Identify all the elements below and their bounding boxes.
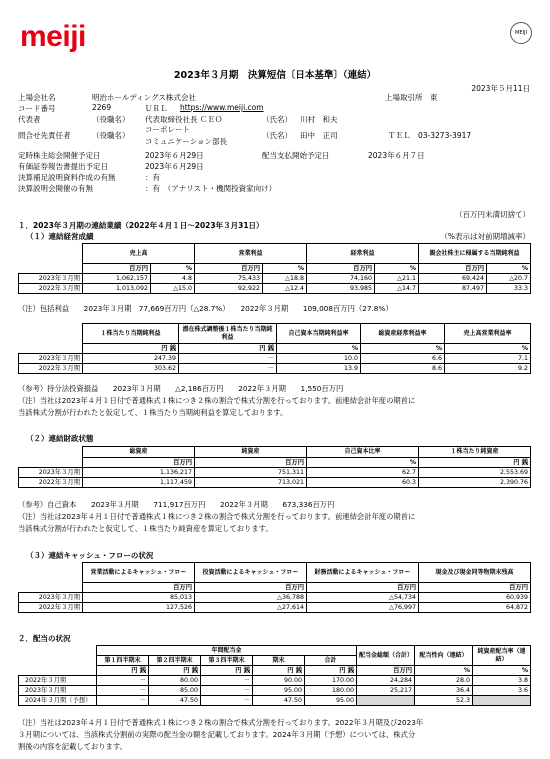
table-row: [19, 696, 531, 706]
unit-cell: %: [361, 344, 445, 354]
table-cell: 247.39: [83, 354, 179, 364]
row-label: 2023年３月期: [19, 274, 83, 284]
rounding-note: （百万円未満切捨て）: [455, 210, 530, 219]
unit-cell: %: [263, 264, 307, 274]
table-cell: 4.8: [151, 274, 195, 284]
unit-cell: 百万円: [419, 264, 487, 274]
meiji-logo: meiji: [20, 20, 86, 53]
company-url[interactable]: https://www.meiji.com: [180, 103, 264, 112]
contact-role-label: （役職名）: [92, 131, 130, 140]
table-cell: 2,553.69: [419, 468, 531, 478]
table-row: [19, 284, 531, 294]
unit-cell: 円 銭: [149, 666, 201, 676]
table-cell: △14.7: [375, 284, 419, 294]
unit-cell: 円 銭: [305, 666, 357, 676]
per-share-table: [18, 323, 531, 374]
table-cell: 170.00: [305, 676, 357, 686]
table-cell: 47.50: [149, 696, 201, 706]
dividends-table: [18, 645, 531, 706]
col-equity-ratio: 自己資本比率: [307, 447, 419, 458]
split-note-1b: 当該株式分割が行われたと仮定して、１株当たり当期純利益を算定しております。: [18, 408, 288, 417]
code-number: 2269: [92, 103, 112, 112]
table-row: [19, 274, 531, 284]
unit-cell: 円 銭: [253, 666, 305, 676]
table-row: [19, 676, 531, 686]
contact-role-1: コーポレート: [145, 125, 190, 134]
table-cell: 74,160: [307, 274, 375, 284]
unit-cell: 百万円: [307, 583, 419, 593]
table-row: [19, 468, 531, 478]
table-cell: 90.00: [253, 676, 305, 686]
col-total-dividend: 配当金総額（合計）: [357, 646, 415, 666]
table-row: [19, 478, 531, 488]
table-cell: 95.00: [253, 686, 305, 696]
briefing-label: 決算説明会開催の有無: [18, 184, 93, 193]
table-cell: [357, 696, 415, 706]
table-cell: 47.50: [253, 696, 305, 706]
table-cell: －: [97, 676, 149, 686]
table-cell: 24,284: [357, 676, 415, 686]
row-label: 2022年３月期: [19, 603, 83, 613]
unit-cell: %: [307, 458, 419, 468]
row-label: 2023年３月期: [19, 593, 83, 603]
rep-name: 川村 和夫: [300, 115, 338, 124]
stock-exchange: 上場取引所 東: [385, 93, 438, 102]
table-cell: 36.4: [415, 686, 473, 696]
col-operating-profit: 営業利益: [195, 244, 307, 264]
representative-label: 代表者: [18, 115, 41, 124]
col-q2: 第２四半期末: [149, 656, 201, 666]
section-2-heading: ２．配当の状況: [18, 634, 71, 643]
table-cell: △12.4: [263, 284, 307, 294]
table-cell: 80.00: [149, 676, 201, 686]
row-label: 2022年３月期: [19, 676, 97, 686]
table-cell: 62.7: [307, 468, 419, 478]
table-cell: △20.7: [487, 274, 531, 284]
table-cell: 25,217: [357, 686, 415, 696]
unit-cell: 百万円: [357, 666, 415, 676]
release-date: 2023年５月11日: [471, 84, 530, 93]
table-cell: 75,433: [195, 274, 263, 284]
rep-role-label: （役職名）: [92, 115, 130, 124]
supplement-label: 決算補足説明資料作成の有無: [18, 173, 116, 182]
col-doe: 純資産配当率（連結）: [473, 646, 531, 666]
company-name-label: 上場会社名: [18, 93, 56, 102]
table-row: [19, 686, 531, 696]
col-financing-cf: 財務活動によるキャッシュ・フロー: [307, 563, 419, 583]
contact-name: 田中 正司: [300, 131, 338, 140]
agm-date: 2023年６月29日: [145, 151, 204, 160]
unit-cell: %: [375, 264, 419, 274]
meiji-emblem-icon: MEIJI: [510, 22, 532, 44]
table-cell: 60,939: [419, 593, 531, 603]
rep-role: 代表取締役社長 ＣＥＯ: [145, 115, 223, 124]
unit-cell: %: [415, 666, 473, 676]
col-operating-cf: 営業活動によるキャッシュ・フロー: [83, 563, 195, 583]
equity-method-note: （参考）持分法投資損益 2023年３月期 △2,186百万円 2022年３月期 1,550百万円: [18, 384, 344, 393]
table-cell: 33.3: [487, 284, 531, 294]
table-cell: 1,136,217: [83, 468, 195, 478]
col-total-assets: 総資産: [83, 447, 195, 458]
company-name: 明治ホールディングス株式会社: [92, 93, 197, 102]
report-date: 2023年６月29日: [145, 162, 204, 171]
row-label: 2023年３月期: [19, 468, 83, 478]
table-cell: △36,788: [195, 593, 307, 603]
unit-cell: %: [473, 666, 531, 676]
table-cell: 1,117,459: [83, 478, 195, 488]
dividend-date: 2023年６月７日: [368, 151, 425, 160]
table-cell: 127,526: [83, 603, 195, 613]
table-cell: △15.0: [151, 284, 195, 294]
col-ordinary-profit: 経常利益: [307, 244, 419, 264]
table-cell: 28.0: [415, 676, 473, 686]
table-cell: 85.00: [149, 686, 201, 696]
table-cell: △18.8: [263, 274, 307, 284]
url-label: ＵＲＬ: [145, 104, 168, 113]
unit-cell: 円 銭: [179, 344, 277, 354]
table-cell: 85,013: [83, 593, 195, 603]
col-investing-cf: 投資活動によるキャッシュ・フロー: [195, 563, 307, 583]
table-cell: －: [201, 686, 253, 696]
contact-name-label: （氏名）: [262, 131, 292, 140]
col-cash-end: 現金及び現金同等物期末残高: [419, 563, 531, 583]
unit-cell: 百万円: [419, 583, 531, 593]
col-eps: １株当たり当期純利益: [83, 324, 179, 344]
table-cell: 7.1: [445, 354, 531, 364]
col-roe: 自己資本当期純利益率: [277, 324, 361, 344]
annual-dividend-group: 年間配当金: [97, 646, 357, 656]
row-label: 2023年３月期: [19, 354, 83, 364]
dividend-note-3: 割後の内容を記載しております。: [18, 742, 127, 751]
table-cell: △27,614: [195, 603, 307, 613]
table-cell: 751,311: [195, 468, 307, 478]
unit-cell: 円 銭: [97, 666, 149, 676]
table-cell: 1,013,092: [83, 284, 151, 294]
unit-cell: 百万円: [83, 264, 151, 274]
table-cell: 1,062,157: [83, 274, 151, 284]
split-note-2b: 当該株式分割が行われたと仮定して、１株当たり純資産を算定しております。: [18, 524, 273, 533]
unit-cell: 百万円: [307, 264, 375, 274]
rep-name-label: （氏名）: [262, 115, 292, 124]
table-cell: 10.0: [277, 354, 361, 364]
col-bps: １株当たり純資産: [419, 447, 531, 458]
operating-results-table: [18, 243, 531, 294]
col-payout-ratio: 配当性向（連結）: [415, 646, 473, 666]
table-cell: －: [97, 696, 149, 706]
table-cell: 13.9: [277, 364, 361, 374]
own-capital-note: （参考）自己資本 2023年３月期 711,917百万円 2022年３月期 673,336百万円: [18, 500, 335, 509]
document-title: 2023年３月期 決算短信〔日本基準〕（連結）: [173, 70, 377, 81]
table-cell: △76,997: [307, 603, 419, 613]
table-cell: 93,985: [307, 284, 375, 294]
code-label: コード番号: [18, 104, 56, 113]
table-cell: 713,021: [195, 478, 307, 488]
table-cell: 69,424: [419, 274, 487, 284]
section-1-3-heading: （３）連結キャッシュ・フローの状況: [26, 551, 154, 560]
contact-label: 問合せ先責任者: [18, 131, 71, 140]
table-cell: 52.3: [415, 696, 473, 706]
table-cell: 87,497: [419, 284, 487, 294]
dividend-note-1: （注）当社は2023年４月１日付で普通株式１株につき２株の割合で株式分割を行っております。2022年３月期及び2023年: [18, 718, 424, 727]
table-cell: △21.1: [375, 274, 419, 284]
row-label: 2022年３月期: [19, 364, 83, 374]
table-row: [19, 354, 531, 364]
col-q1: 第１四半期末: [97, 656, 149, 666]
table-cell: △54,734: [307, 593, 419, 603]
report-date-label: 有価証券報告書提出予定日: [18, 162, 108, 171]
split-note-2: （注）当社は2023年４月１日付で普通株式１株につき２株の割合で株式分割を行っております。前連結会計年度の期首に: [18, 512, 416, 521]
unit-cell: 百万円: [83, 583, 195, 593]
unit-cell: 百万円: [195, 264, 263, 274]
row-label: 2024年３月期（予想）: [19, 696, 97, 706]
table-cell: 8.6: [361, 364, 445, 374]
unit-cell: %: [487, 264, 531, 274]
section-1-1-heading: （１）連結経営成績: [26, 232, 94, 241]
section-1-2-heading: （２）連結財政状態: [26, 434, 94, 443]
row-label: 2022年３月期: [19, 284, 83, 294]
col-op-margin: 売上高営業利益率: [445, 324, 531, 344]
cash-flow-table: [18, 562, 531, 613]
section-1-heading: １．2023年３月期の連結業績（2022年４月１日～2023年３月31日）: [18, 221, 264, 230]
contact-tel: ＴＥＬ 03-3273-3917: [388, 131, 472, 140]
unit-cell: %: [151, 264, 195, 274]
table-row: [19, 364, 531, 374]
col-year-end: 期末: [253, 656, 305, 666]
table-row: [19, 593, 531, 603]
split-note-1: （注）当社は2023年４月１日付で普通株式１株につき２株の割合で株式分割を行っております。前連結会計年度の期首に: [18, 396, 416, 405]
table-cell: －: [201, 676, 253, 686]
table-cell: 3.6: [473, 686, 531, 696]
unit-cell: 百万円: [195, 458, 307, 468]
col-q3: 第３四半期末: [201, 656, 253, 666]
table-cell: 6.6: [361, 354, 445, 364]
table-cell: 180.00: [305, 686, 357, 696]
table-row: [19, 603, 531, 613]
row-label: 2023年３月期: [19, 686, 97, 696]
col-total: 合計: [305, 656, 357, 666]
table-cell: 3.8: [473, 676, 531, 686]
table-cell: 2,390.76: [419, 478, 531, 488]
dividend-date-label: 配当支払開始予定日: [262, 151, 330, 160]
col-diluted-eps: 潜在株式調整後１株当たり当期純利益: [179, 324, 277, 344]
unit-cell: 百万円: [195, 583, 307, 593]
financial-position-table: [18, 446, 531, 488]
table-cell: －: [179, 364, 277, 374]
table-cell: 64,872: [419, 603, 531, 613]
dividend-note-2: ３月期については、当該株式分割前の実際の配当金の額を記載しております。2024年３月期（予想）については、株式分: [18, 730, 416, 739]
col-net-assets: 純資産: [195, 447, 307, 458]
col-net-sales: 売上高: [83, 244, 195, 264]
table-cell: 95.00: [305, 696, 357, 706]
unit-cell: 百万円: [83, 458, 195, 468]
col-roa: 総資産経常利益率: [361, 324, 445, 344]
col-net-income: 親会社株主に帰属する当期純利益: [419, 244, 531, 264]
table-cell: 303.62: [83, 364, 179, 374]
pct-note: （%表示は対前期増減率）: [440, 232, 530, 241]
contact-role-2: コミュニケーション部長: [145, 137, 228, 146]
table-cell: －: [97, 686, 149, 696]
table-cell: 60.3: [307, 478, 419, 488]
unit-cell: 円 銭: [201, 666, 253, 676]
unit-cell: 円 銭: [83, 344, 179, 354]
unit-cell: %: [277, 344, 361, 354]
briefing-value: ：有 （アナリスト・機関投資家向け）: [145, 184, 277, 193]
agm-date-label: 定時株主総会開催予定日: [18, 151, 101, 160]
table-cell: －: [179, 354, 277, 364]
table-cell: [473, 696, 531, 706]
table-cell: 92,922: [195, 284, 263, 294]
table-cell: －: [201, 696, 253, 706]
unit-cell: 円 銭: [419, 458, 531, 468]
supplement-value: ：有: [145, 173, 160, 182]
row-label: 2022年３月期: [19, 478, 83, 488]
comprehensive-income: （注）包括利益 2023年３月期 77,669百万円（△28.7%） 2022年３月期 109,008百万円（27.8%）: [18, 304, 393, 313]
table-cell: 9.2: [445, 364, 531, 374]
unit-cell: %: [445, 344, 531, 354]
